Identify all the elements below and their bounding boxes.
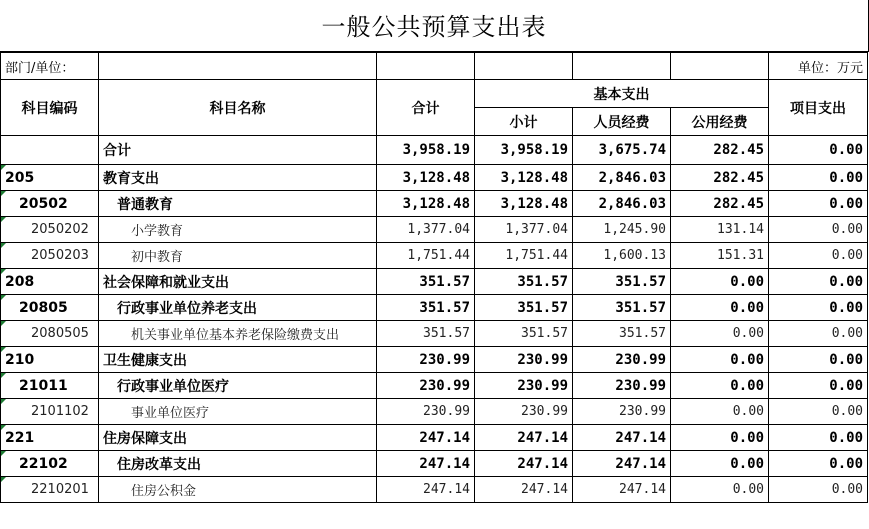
row-public-cell[interactable] <box>671 269 769 295</box>
cell-text: 20502 <box>19 195 68 212</box>
row-code-cell[interactable] <box>1 451 99 477</box>
row-code-cell[interactable] <box>1 269 99 295</box>
header-project: 项目支出 <box>769 80 868 136</box>
row-total-cell[interactable] <box>377 217 475 243</box>
cell-text: 0.00 <box>730 429 764 446</box>
row-subtotal-cell[interactable] <box>475 243 573 269</box>
row-name-cell[interactable] <box>99 425 377 451</box>
cell-text: 230.99 <box>517 377 568 394</box>
row-subtotal-cell[interactable] <box>475 373 573 399</box>
cell-text: 0.00 <box>732 326 764 341</box>
dept-label: 部门/单位： <box>1 53 99 80</box>
row-subtotal-cell[interactable] <box>475 399 573 425</box>
cell-text: 2101102 <box>31 404 89 419</box>
row-total-cell[interactable] <box>377 347 475 373</box>
table-row <box>1 451 868 477</box>
empty-cell[interactable] <box>573 53 671 80</box>
empty-cell[interactable] <box>671 53 769 80</box>
header-total: 合计 <box>377 80 475 136</box>
cell-text: 351.57 <box>615 273 666 290</box>
row-public-cell[interactable] <box>671 191 769 217</box>
row-public-cell[interactable] <box>671 295 769 321</box>
cell-text: 事业单位医疗 <box>131 406 210 421</box>
cell-text: 282.45 <box>713 195 764 212</box>
row-personnel-cell[interactable] <box>573 295 671 321</box>
row-code-cell[interactable] <box>1 347 99 373</box>
row-code-cell[interactable] <box>1 295 99 321</box>
row-project-cell[interactable] <box>769 399 868 425</box>
row-public-cell[interactable] <box>671 136 769 165</box>
table-row <box>1 425 868 451</box>
cell-text: 0.00 <box>730 273 764 290</box>
row-code-cell[interactable] <box>1 425 99 451</box>
header-name: 科目名称 <box>99 80 377 136</box>
row-project-cell[interactable] <box>769 321 868 347</box>
cell-text: 3,128.48 <box>500 195 568 212</box>
row-name-cell[interactable] <box>99 243 377 269</box>
row-public-cell[interactable] <box>671 217 769 243</box>
row-code-cell[interactable] <box>1 321 99 347</box>
cell-text: 0.00 <box>829 195 863 212</box>
cell-text: 20805 <box>19 299 68 316</box>
cell-text: 0.00 <box>831 222 863 237</box>
cell-text: 3,128.48 <box>402 195 470 212</box>
cell-text: 351.57 <box>517 299 568 316</box>
row-total-cell[interactable] <box>377 399 475 425</box>
row-public-cell[interactable] <box>671 321 769 347</box>
cell-text: 3,128.48 <box>500 169 568 186</box>
cell-text: 282.45 <box>713 142 764 158</box>
row-name-cell[interactable] <box>99 217 377 243</box>
cell-comment-marker-icon <box>1 347 6 352</box>
row-total-cell[interactable] <box>377 425 475 451</box>
row-name-cell[interactable] <box>99 191 377 217</box>
cell-comment-marker-icon <box>1 191 6 196</box>
cell-text: 住房改革支出 <box>117 456 201 473</box>
table-row <box>1 295 868 321</box>
row-name-cell[interactable] <box>99 165 377 191</box>
cell-text: 1,751.44 <box>505 248 568 263</box>
row-public-cell[interactable] <box>671 477 769 503</box>
row-public-cell[interactable] <box>671 373 769 399</box>
cell-text: 1,751.44 <box>407 248 470 263</box>
row-project-cell[interactable] <box>769 191 868 217</box>
row-total-cell[interactable] <box>377 477 475 503</box>
cell-text: 230.99 <box>619 404 666 419</box>
cell-text: 0.00 <box>831 326 863 341</box>
header-personnel: 人员经费 <box>573 108 671 136</box>
row-subtotal-cell[interactable] <box>475 269 573 295</box>
row-total-cell[interactable] <box>377 269 475 295</box>
row-name-cell[interactable] <box>99 451 377 477</box>
cell-text: 210 <box>5 351 35 368</box>
row-subtotal-cell[interactable] <box>475 321 573 347</box>
row-project-cell[interactable] <box>769 243 868 269</box>
table-body <box>1 136 868 503</box>
table-row <box>1 136 868 165</box>
row-public-cell[interactable] <box>671 451 769 477</box>
cell-text: 2210201 <box>31 482 89 497</box>
cell-text: 0.00 <box>829 429 863 446</box>
row-project-cell[interactable] <box>769 136 868 165</box>
cell-text: 3,958.19 <box>402 142 470 158</box>
row-subtotal-cell[interactable] <box>475 425 573 451</box>
row-name-cell[interactable] <box>99 295 377 321</box>
table-row <box>1 321 868 347</box>
cell-text: 230.99 <box>419 351 470 368</box>
row-personnel-cell[interactable] <box>573 165 671 191</box>
row-total-cell[interactable] <box>377 295 475 321</box>
cell-text: 3,958.19 <box>500 142 568 158</box>
row-total-cell[interactable] <box>377 321 475 347</box>
cell-text: 0.00 <box>829 142 863 158</box>
cell-text: 教育支出 <box>103 170 159 187</box>
header-subtotal: 小计 <box>475 108 573 136</box>
cell-text: 131.14 <box>717 222 764 237</box>
row-personnel-cell[interactable] <box>573 136 671 165</box>
cell-comment-marker-icon <box>1 321 6 326</box>
row-subtotal-cell[interactable] <box>475 295 573 321</box>
unit-label: 单位：万元 <box>769 53 868 80</box>
table-row <box>1 191 868 217</box>
cell-text: 0.00 <box>829 299 863 316</box>
cell-comment-marker-icon <box>1 373 6 378</box>
cell-text: 0.00 <box>829 273 863 290</box>
row-public-cell[interactable] <box>671 347 769 373</box>
row-code-cell[interactable] <box>1 373 99 399</box>
cell-text: 2,846.03 <box>598 169 666 186</box>
row-subtotal-cell[interactable] <box>475 165 573 191</box>
row-personnel-cell[interactable] <box>573 425 671 451</box>
cell-text: 351.57 <box>517 273 568 290</box>
cell-text: 247.14 <box>423 482 470 497</box>
cell-text: 1,245.90 <box>603 222 666 237</box>
cell-text: 1,377.04 <box>407 222 470 237</box>
cell-text: 247.14 <box>521 482 568 497</box>
row-personnel-cell[interactable] <box>573 347 671 373</box>
cell-text: 0.00 <box>732 404 764 419</box>
cell-text: 合计 <box>103 143 131 159</box>
cell-text: 行政事业单位医疗 <box>117 378 229 395</box>
cell-text: 1,600.13 <box>603 248 666 263</box>
cell-text: 2080505 <box>31 326 89 341</box>
row-project-cell[interactable] <box>769 165 868 191</box>
row-personnel-cell[interactable] <box>573 191 671 217</box>
row-personnel-cell[interactable] <box>573 451 671 477</box>
row-code-cell[interactable] <box>1 243 99 269</box>
cell-text: 0.00 <box>829 377 863 394</box>
cell-text: 0.00 <box>730 351 764 368</box>
row-project-cell[interactable] <box>769 295 868 321</box>
row-name-cell[interactable] <box>99 373 377 399</box>
table-row <box>1 347 868 373</box>
row-public-cell[interactable] <box>671 165 769 191</box>
header-basic: 基本支出 <box>475 80 769 108</box>
cell-text: 247.14 <box>419 455 470 472</box>
row-subtotal-cell[interactable] <box>475 347 573 373</box>
cell-text: 230.99 <box>615 377 666 394</box>
row-personnel-cell[interactable] <box>573 217 671 243</box>
cell-text: 22102 <box>19 455 68 472</box>
cell-comment-marker-icon <box>1 399 6 404</box>
header-code: 科目编码 <box>1 80 99 136</box>
cell-comment-marker-icon <box>1 243 6 248</box>
row-project-cell[interactable] <box>769 477 868 503</box>
cell-text: 2,846.03 <box>598 195 666 212</box>
row-name-cell[interactable] <box>99 136 377 165</box>
cell-text: 0.00 <box>831 482 863 497</box>
table-row <box>1 477 868 503</box>
cell-text: 205 <box>5 169 35 186</box>
row-subtotal-cell[interactable] <box>475 191 573 217</box>
cell-text: 住房保障支出 <box>103 430 187 447</box>
cell-text: 351.57 <box>521 326 568 341</box>
empty-cell[interactable] <box>475 53 573 80</box>
cell-text: 230.99 <box>615 351 666 368</box>
table-row <box>1 399 868 425</box>
cell-text: 247.14 <box>615 429 666 446</box>
cell-text: 247.14 <box>419 429 470 446</box>
cell-text: 230.99 <box>419 377 470 394</box>
cell-text: 0.00 <box>730 455 764 472</box>
cell-text: 351.57 <box>419 273 470 290</box>
row-subtotal-cell[interactable] <box>475 217 573 243</box>
cell-text: 0.00 <box>831 248 863 263</box>
row-subtotal-cell[interactable] <box>475 451 573 477</box>
cell-comment-marker-icon <box>1 451 6 456</box>
budget-table <box>0 52 868 503</box>
cell-text: 21011 <box>19 377 68 394</box>
row-personnel-cell[interactable] <box>573 269 671 295</box>
row-project-cell[interactable] <box>769 269 868 295</box>
row-name-cell[interactable] <box>99 269 377 295</box>
cell-text: 0.00 <box>732 482 764 497</box>
cell-text: 208 <box>5 273 35 290</box>
cell-text: 351.57 <box>619 326 666 341</box>
header-row-1 <box>1 80 868 108</box>
row-total-cell[interactable] <box>377 243 475 269</box>
header-public: 公用经费 <box>671 108 769 136</box>
row-name-cell[interactable] <box>99 477 377 503</box>
page-title: 一般公共预算支出表 <box>0 0 869 52</box>
dept-value-cell[interactable] <box>99 53 377 80</box>
cell-text: 3,128.48 <box>402 169 470 186</box>
table-row <box>1 243 868 269</box>
cell-text: 初中教育 <box>131 250 184 265</box>
row-name-cell[interactable] <box>99 399 377 425</box>
cell-text: 351.57 <box>615 299 666 316</box>
cell-text: 230.99 <box>423 404 470 419</box>
cell-text: 230.99 <box>521 404 568 419</box>
cell-text: 151.31 <box>717 248 764 263</box>
cell-text: 行政事业单位养老支出 <box>117 300 257 317</box>
cell-comment-marker-icon <box>1 295 6 300</box>
row-total-cell[interactable] <box>377 165 475 191</box>
row-project-cell[interactable] <box>769 347 868 373</box>
cell-text: 普通教育 <box>117 196 173 213</box>
row-public-cell[interactable] <box>671 399 769 425</box>
cell-text: 卫生健康支出 <box>103 352 187 369</box>
row-personnel-cell[interactable] <box>573 243 671 269</box>
row-code-cell[interactable] <box>1 477 99 503</box>
cell-text: 351.57 <box>419 299 470 316</box>
cell-text: 230.99 <box>517 351 568 368</box>
cell-text: 0.00 <box>829 169 863 186</box>
unit-row <box>1 53 868 80</box>
row-code-cell[interactable] <box>1 191 99 217</box>
empty-cell[interactable] <box>377 53 475 80</box>
cell-text: 机关事业单位基本养老保险缴费支出 <box>131 328 340 343</box>
cell-comment-marker-icon <box>1 477 6 482</box>
row-project-cell[interactable] <box>769 425 868 451</box>
cell-text: 247.14 <box>615 455 666 472</box>
row-code-cell[interactable] <box>1 217 99 243</box>
row-personnel-cell[interactable] <box>573 321 671 347</box>
row-project-cell[interactable] <box>769 217 868 243</box>
row-name-cell[interactable] <box>99 347 377 373</box>
cell-text: 小学教育 <box>131 224 184 239</box>
cell-text: 247.14 <box>517 429 568 446</box>
row-personnel-cell[interactable] <box>573 373 671 399</box>
row-subtotal-cell[interactable] <box>475 136 573 165</box>
row-project-cell[interactable] <box>769 373 868 399</box>
cell-comment-marker-icon <box>1 165 6 170</box>
table-row <box>1 165 868 191</box>
row-public-cell[interactable] <box>671 243 769 269</box>
row-total-cell[interactable] <box>377 451 475 477</box>
cell-text: 282.45 <box>713 169 764 186</box>
cell-text: 社会保障和就业支出 <box>103 274 229 291</box>
cell-text: 0.00 <box>730 299 764 316</box>
cell-text: 351.57 <box>423 326 470 341</box>
cell-text: 2050202 <box>31 222 89 237</box>
cell-text: 住房公积金 <box>131 484 197 499</box>
row-code-cell[interactable] <box>1 399 99 425</box>
cell-comment-marker-icon <box>1 217 6 222</box>
cell-text: 2050203 <box>31 248 89 263</box>
row-public-cell[interactable] <box>671 425 769 451</box>
row-total-cell[interactable] <box>377 373 475 399</box>
cell-text: 247.14 <box>517 455 568 472</box>
cell-text: 1,377.04 <box>505 222 568 237</box>
row-code-cell[interactable] <box>1 165 99 191</box>
row-code-cell[interactable] <box>1 136 99 165</box>
table-row <box>1 269 868 295</box>
table-row <box>1 217 868 243</box>
row-subtotal-cell[interactable] <box>475 477 573 503</box>
table-row <box>1 373 868 399</box>
cell-comment-marker-icon <box>1 425 6 430</box>
row-personnel-cell[interactable] <box>573 399 671 425</box>
row-name-cell[interactable] <box>99 321 377 347</box>
row-project-cell[interactable] <box>769 451 868 477</box>
cell-text: 0.00 <box>829 351 863 368</box>
row-total-cell[interactable] <box>377 191 475 217</box>
cell-text: 221 <box>5 429 35 446</box>
row-total-cell[interactable] <box>377 136 475 165</box>
cell-text: 3,675.74 <box>598 142 666 158</box>
cell-comment-marker-icon <box>1 269 6 274</box>
cell-text: 0.00 <box>730 377 764 394</box>
cell-text: 0.00 <box>831 404 863 419</box>
cell-text: 0.00 <box>829 455 863 472</box>
row-personnel-cell[interactable] <box>573 477 671 503</box>
cell-text: 247.14 <box>619 482 666 497</box>
